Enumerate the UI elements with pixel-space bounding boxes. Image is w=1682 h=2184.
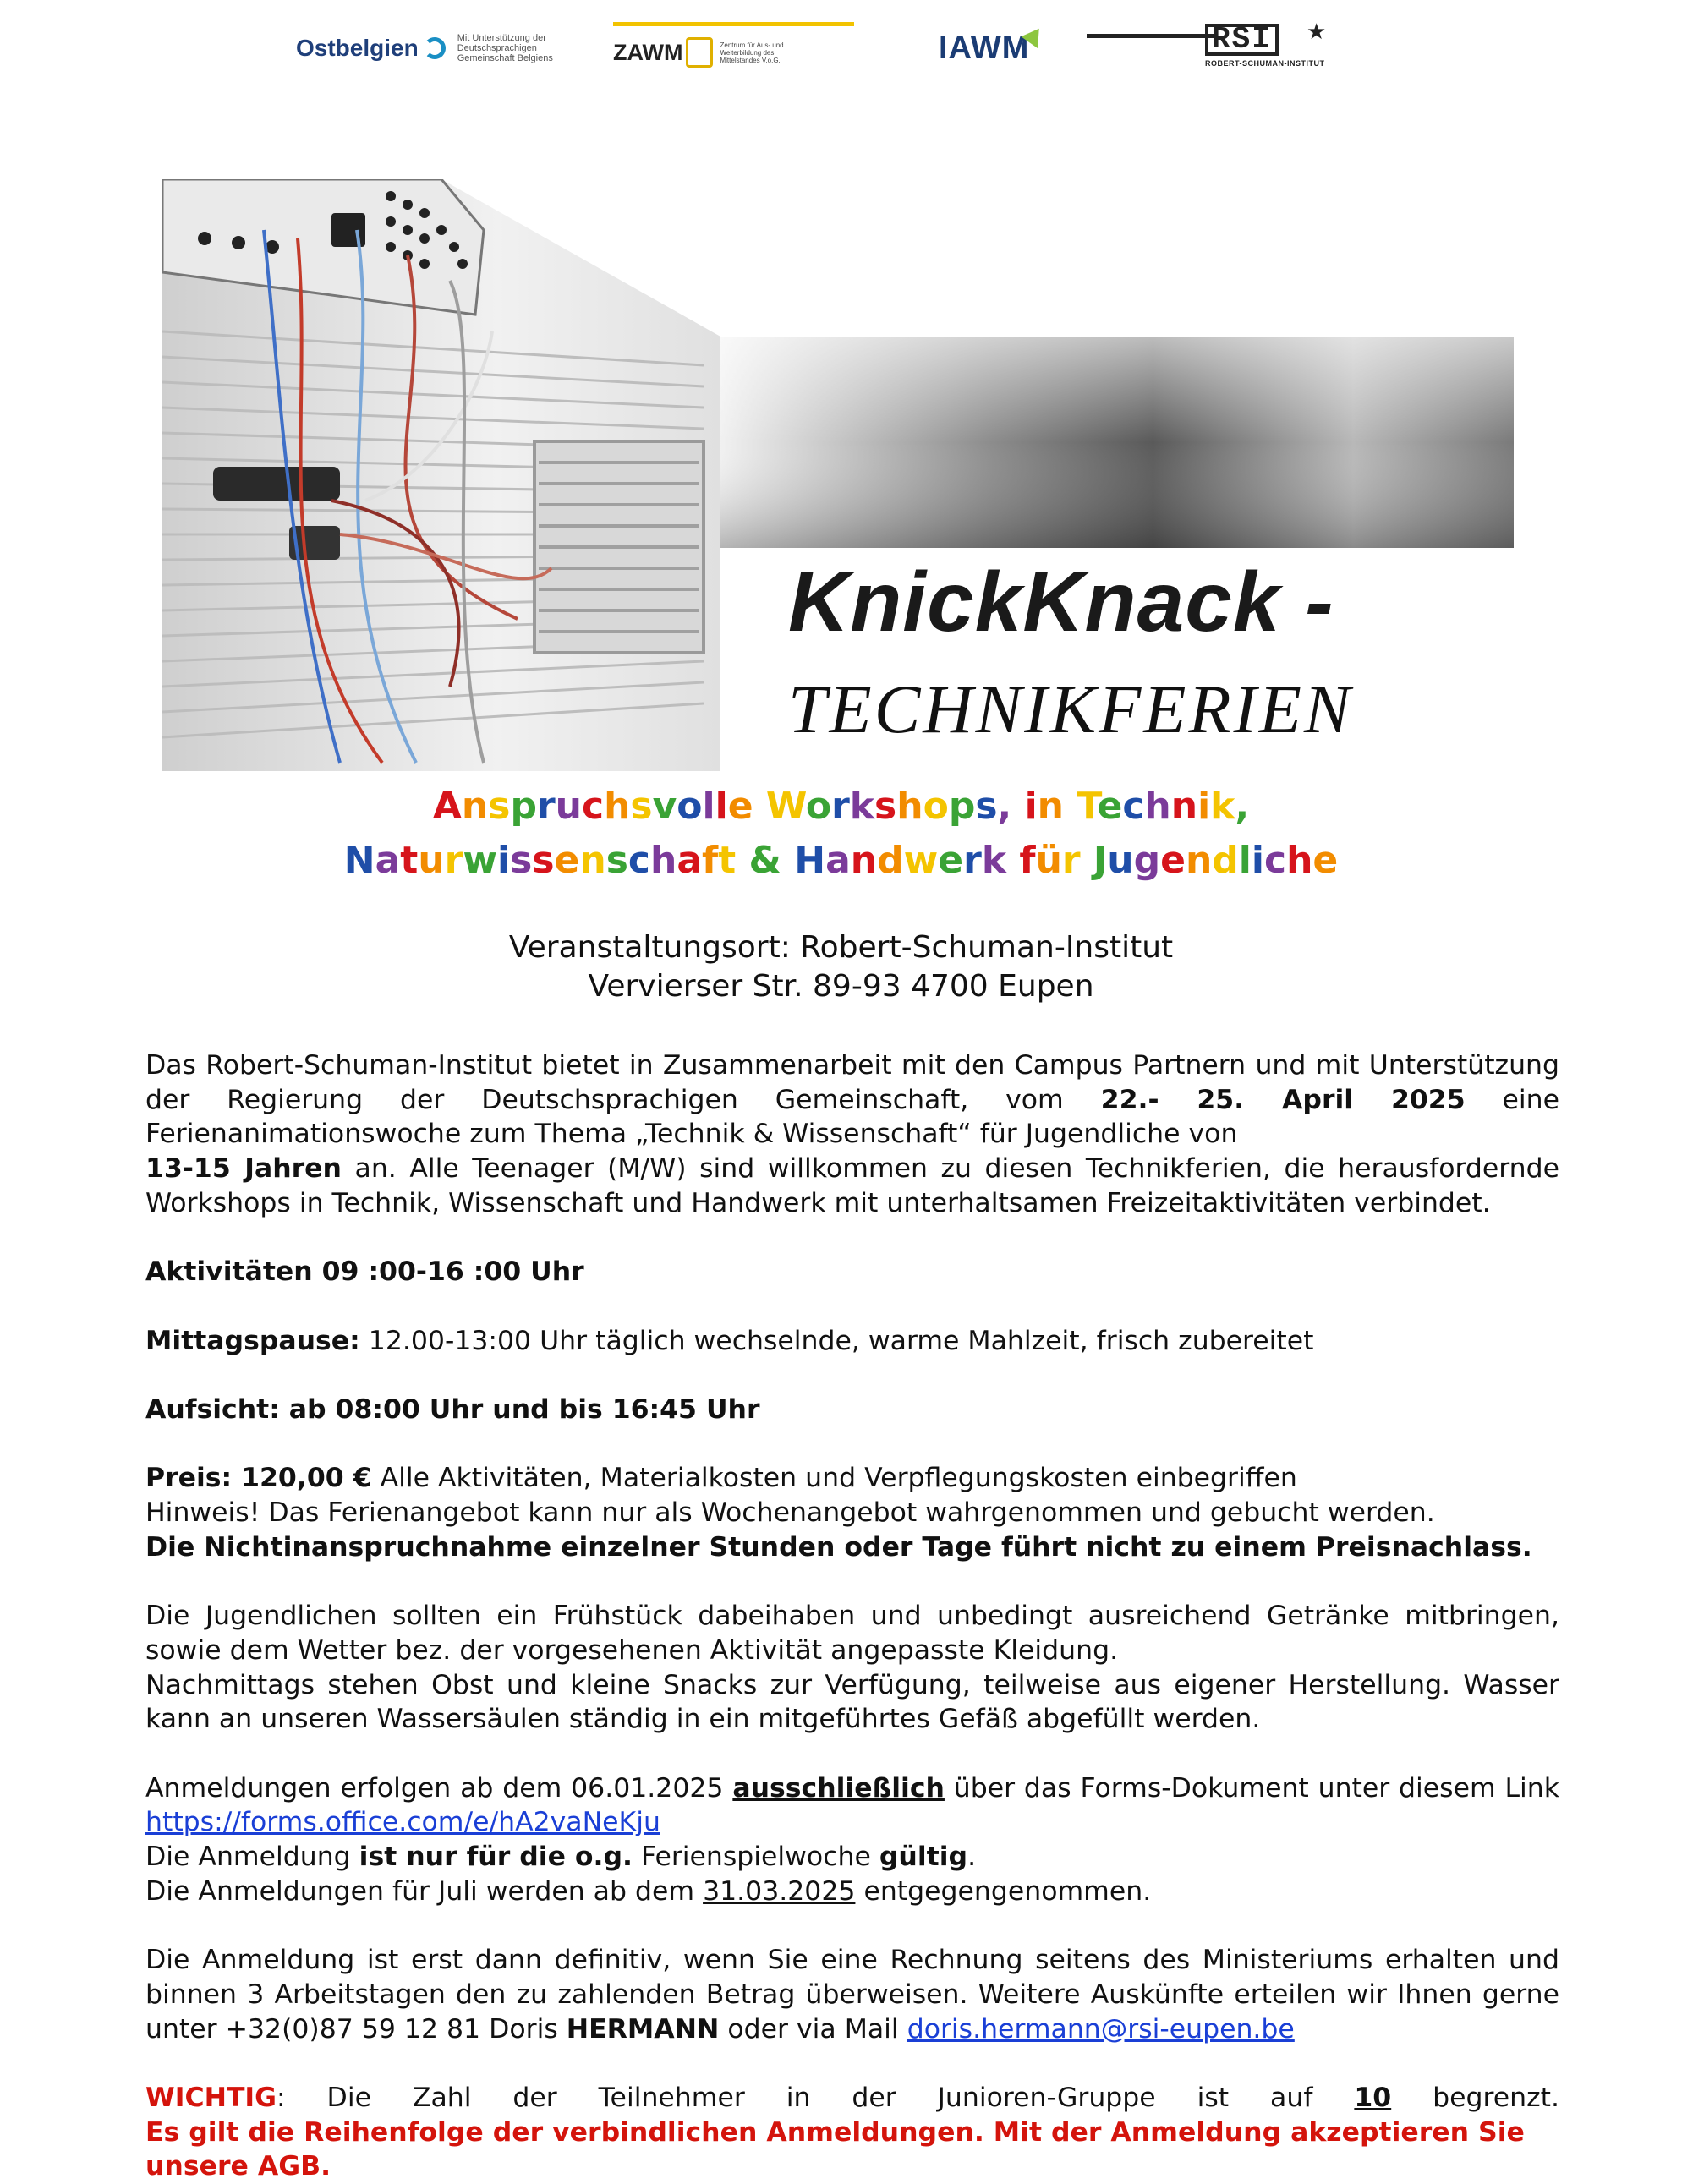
- intro-line-2-post: eine: [1502, 1084, 1560, 1115]
- rsi-logo-name: RSI: [1205, 24, 1279, 56]
- ostbelgien-ring-icon: [424, 37, 446, 59]
- hero-banner: [162, 179, 1515, 771]
- headline-line-1: Anspruchsvolle Workshops, in Technik,: [432, 785, 1250, 828]
- important-label: WICHTIG: [145, 2082, 277, 2113]
- important-text-post: begrenzt.: [1433, 2082, 1560, 2113]
- important-line: [145, 2081, 1559, 2116]
- contact-email-link[interactable]: doris.hermann@rsi-eupen.be: [907, 2013, 1295, 2044]
- definitive-line-2: binnen 3 Arbeitstagen den zu zahlenden Betrag überweisen. Weitere Auskünfte erteilen wir Ihnen gerne: [145, 1979, 1559, 2010]
- important-notice: [145, 2116, 1559, 2184]
- supervision-line: [145, 1393, 1559, 1427]
- rsi-logo-sub: ROBERT-SCHUMAN-INSTITUT: [1205, 59, 1325, 68]
- iawm-logo: [939, 19, 1044, 78]
- price-line: [145, 1461, 1559, 1496]
- registration-validity-bold: ist nur für die o.g.: [359, 1842, 633, 1873]
- headline-line-2: Naturwissenschaft & Handwerk für Jugendliche: [343, 839, 1339, 882]
- hero-subtitle: TECHNIKFERIEN: [788, 671, 1353, 747]
- contact-phone: unter +32(0)87 59 12 81 Doris: [145, 2013, 558, 2044]
- registration-post: über das Forms-Dokument unter diesem Link: [953, 1772, 1560, 1804]
- important-text-pre: : Die Zahl der Teilnehmer in der Junioren-Gruppe ist auf: [277, 2082, 1313, 2113]
- ostbelgien-logo: [296, 19, 576, 78]
- intro-line-1: Das Robert-Schuman-Institut bietet in Zusammenarbeit mit den Campus Partnern und mit Unterstützung: [145, 1050, 1559, 1081]
- venue-line-2: Vervierser Str. 89-93 4700 Eupen: [588, 969, 1094, 1004]
- lunch-text: 12.00-13:00 Uhr täglich wechselnde, warme Mahlzeit, frisch zubereitet: [368, 1325, 1314, 1356]
- price-bold-note: [145, 1530, 1559, 1565]
- registration-link-line: [145, 1805, 1559, 1840]
- registration-line-4: [145, 1875, 1559, 1909]
- lunch-label: Mittagspause:: [145, 1325, 360, 1356]
- registration-line-1: [145, 1771, 1559, 1806]
- iawm-logo-name: IAWM: [939, 30, 1030, 66]
- bring-line-1: Die Jugendlichen sollten ein Frühstück dabeihaben und unbedingt ausreichend Getränke mitbringen,: [145, 1601, 1559, 1632]
- zawm-logo: [613, 19, 813, 78]
- headline: [0, 780, 1682, 888]
- lunch-line: [145, 1324, 1559, 1359]
- venue-line-1: Veranstaltungsort: Robert-Schuman-Institut: [508, 930, 1174, 965]
- contact-name: HERMANN: [566, 2013, 720, 2044]
- body-text: [145, 1048, 1559, 2184]
- star-icon: ★: [1307, 19, 1327, 44]
- ostbelgien-logo-name: Ostbelgien: [296, 35, 419, 61]
- registration-form-link[interactable]: https://forms.office.com/e/hA2vaNeKju: [145, 1807, 660, 1838]
- rsi-line: [1087, 34, 1214, 38]
- intro-line-2-pre: der Regierung der Deutschsprachigen Gemeinschaft, vom: [145, 1084, 1064, 1115]
- hero-title: KnickKnack -: [788, 555, 1334, 649]
- contact-mid: oder via Mail: [727, 2013, 899, 2044]
- zawm-logo-sub: Zentrum für Aus- und Weiterbildung des Mittelstandes V.o.G.: [720, 41, 784, 64]
- venue: [0, 928, 1682, 1006]
- definitive-line-1: Die Anmeldung ist erst dann definitiv, wenn Sie eine Rechnung seitens des Ministeriums erhalten und: [145, 1945, 1559, 1976]
- bring-line-3: Nachmittags stehen Obst und kleine Snacks zur Verfügung, teilweise aus eigener Herstellung. Wasser: [145, 1669, 1559, 1700]
- rsi-logo: [1087, 19, 1340, 78]
- price-text: Alle Aktivitäten, Materialkosten und Verpflegungskosten einbegriffen: [380, 1463, 1297, 1494]
- registration-line-3: [145, 1840, 1559, 1875]
- logo-header: [288, 19, 1353, 78]
- definitive-line-3: [145, 2012, 1559, 2047]
- intro-line-2: [145, 1083, 1559, 1118]
- registration-exclusive: ausschließlich: [732, 1772, 945, 1804]
- registration-pre: Anmeldungen erfolgen ab dem 06.01.2025: [145, 1772, 724, 1804]
- july-date: 31.03.2025: [703, 1875, 856, 1907]
- price-note: Hinweis! Das Ferienangebot kann nur als Wochenangebot wahrgenommen und gebucht werden.: [145, 1497, 1435, 1529]
- zawm-bar: [613, 22, 854, 26]
- zawm-logo-name: ZAWM: [613, 39, 683, 65]
- price-bold-note-text: Die Nichtinanspruchnahme einzelner Stunden oder Tage führt nicht zu einem Preisnachlass.: [145, 1531, 1532, 1563]
- registration-validity-pre: Die Anmeldung: [145, 1842, 351, 1873]
- july-post: entgegengenommen.: [863, 1875, 1152, 1907]
- registration-validity-valid: gültig: [879, 1842, 968, 1873]
- registration-validity-mid: Ferienspielwoche: [641, 1842, 871, 1873]
- registration-validity-end: .: [967, 1842, 977, 1873]
- bring-line-4: kann an unseren Wassersäulen ständig in ein mitgeführtes Gefäß abgefüllt werden.: [145, 1704, 1261, 1735]
- activities-label: Aktivitäten 09 :00-16 :00 Uhr: [145, 1256, 584, 1288]
- intro-line-4: [145, 1152, 1559, 1186]
- ostbelgien-logo-sub: Mit Unterstützung der Deutschsprachigen Gemeinschaft Belgiens: [457, 33, 553, 63]
- bring-line-2: sowie dem Wetter bez. der vorgesehenen Aktivität angepasste Kleidung.: [145, 1634, 1119, 1666]
- price-label: Preis: 120,00 €: [145, 1463, 372, 1494]
- activities-hours: [145, 1255, 1559, 1289]
- important-notice-text: Es gilt die Reihenfolge der verbindlichen Anmeldungen. Mit der Anmeldung akzeptieren Sie unsere AGB.: [145, 2116, 1525, 2182]
- event-dates: 22.- 25. April 2025: [1100, 1084, 1466, 1115]
- age-range: 13-15 Jahren: [145, 1153, 342, 1185]
- intro-line-4-rest: an. Alle Teenager (M/W) sind willkommen zu diesen Technikferien, die herausfordernde: [354, 1153, 1559, 1185]
- intro-line-5: Workshops in Technik, Wissenschaft und Handwerk mit unterhaltsamen Freizeitaktivitäten verbindet.: [145, 1187, 1491, 1218]
- participant-limit: 10: [1354, 2082, 1392, 2113]
- supervision-text: Aufsicht: ab 08:00 Uhr und bis 16:45 Uhr: [145, 1393, 760, 1425]
- zawm-mark-icon: [686, 37, 713, 68]
- july-pre: Die Anmeldungen für Juli werden ab dem: [145, 1875, 695, 1907]
- intro-line-3: Ferienanimationswoche zum Thema „Technik & Wissenschaft“ für Jugendliche von: [145, 1119, 1238, 1150]
